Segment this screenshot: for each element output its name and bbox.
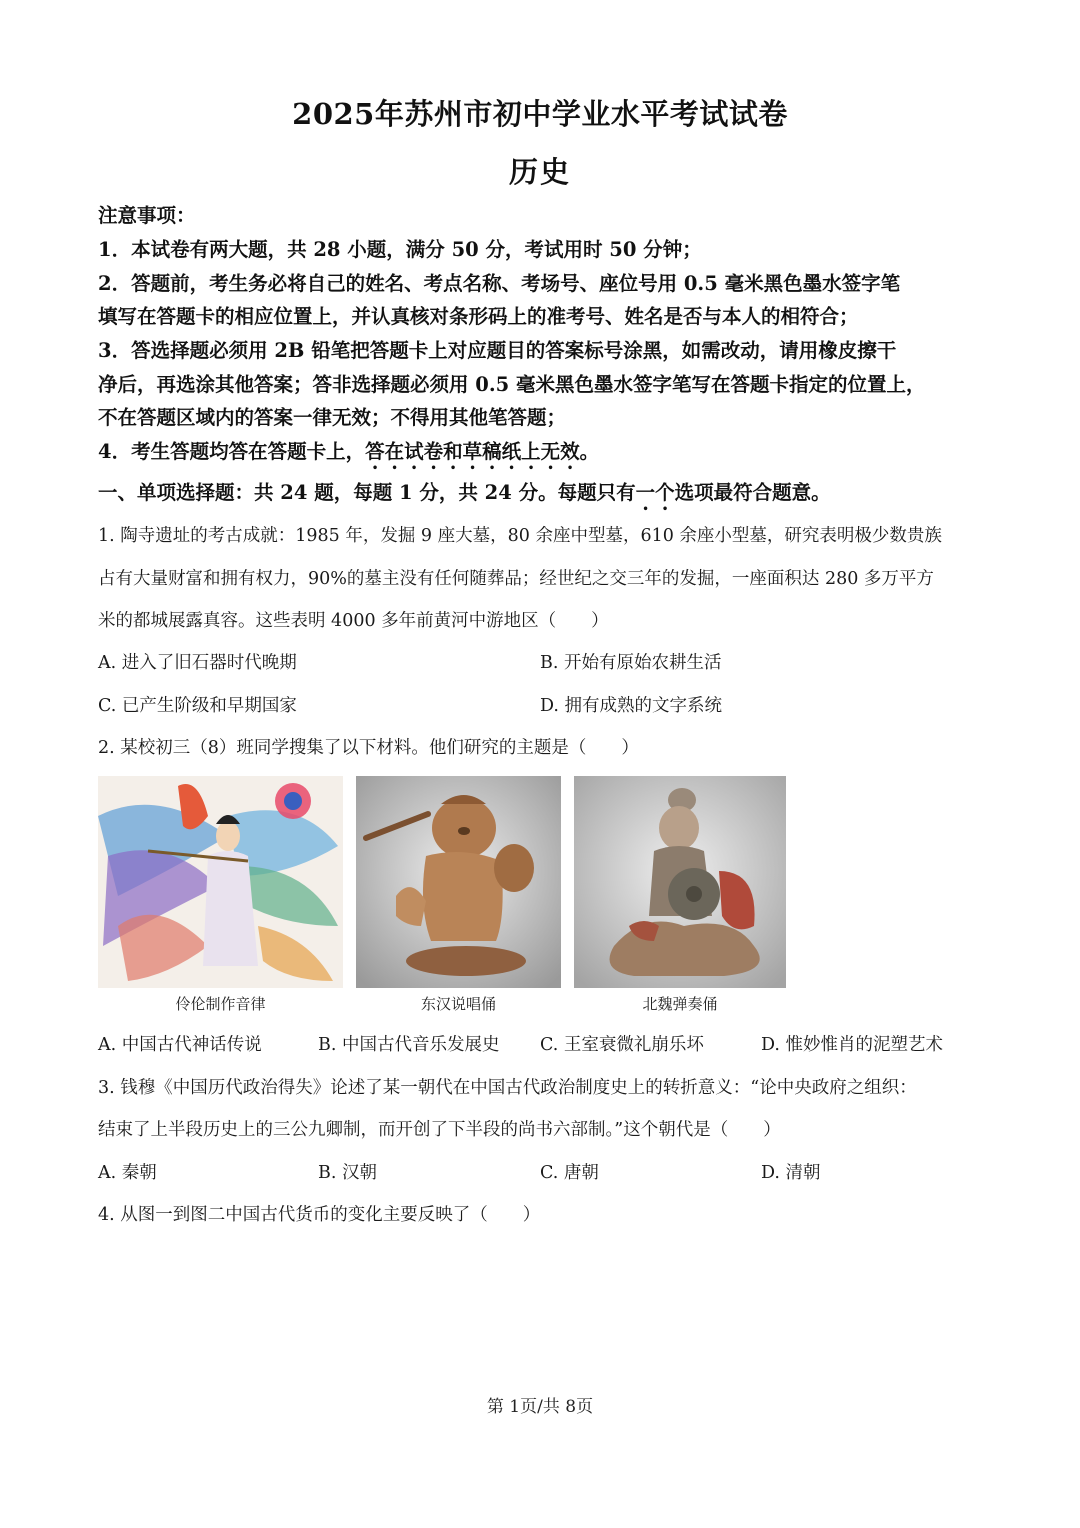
- q1-stem-line-2: 占有大量财富和拥有权力，90%的墓主没有任何随葬品；经世纪之交三年的发掘，一座面积达 280 多万平方: [98, 569, 934, 589]
- storyteller-figurine-image: [356, 776, 561, 988]
- q1-option-c: C. 已产生阶级和早期国家: [98, 696, 297, 716]
- q3-stem-line-1: 3. 钱穆《中国历代政治得失》论述了某一朝代在中国古代政治制度史上的转折意义：“论中央政府之组织：: [98, 1078, 917, 1098]
- notice-item-4-emphasis: 答在试卷和草稿纸上无效: [365, 440, 580, 463]
- page-number: 第 1页/共 8页: [486, 1397, 594, 1417]
- notice-item-4-prefix: 4．考生答题均答在答题卡上，: [98, 440, 366, 463]
- q2-option-a: A. 中国古代神话传说: [98, 1035, 262, 1055]
- q3-option-d: D. 清朝: [761, 1163, 821, 1183]
- caption-linglun: 伶伦制作音律: [175, 995, 266, 1013]
- q2-option-c: C. 王室衰微礼崩乐坏: [540, 1035, 704, 1055]
- q2-option-d: D. 惟妙惟肖的泥塑艺术: [761, 1035, 944, 1055]
- notice-heading: 注意事项：: [98, 204, 196, 227]
- notice-item-1: 1．本试卷有两大题，共 28 小题，满分 50 分，考试用时 50 分钟；: [98, 238, 702, 261]
- caption-musician: 北魏弹奏俑: [642, 995, 718, 1013]
- exam-title: 2025年苏州市初中学业水平考试试卷: [292, 97, 788, 131]
- photo-linglun-painting: [98, 776, 343, 988]
- q1-option-b: B. 开始有原始农耕生活: [540, 653, 722, 673]
- notice-item-3b: 净后，再选涂其他答案；答非选择题必须用 0.5 毫米黑色墨水签字笔写在答题卡指定的位置上，: [98, 373, 926, 396]
- q2-stem: 2. 某校初三（8）班同学搜集了以下材料。他们研究的主题是（ ）: [98, 738, 639, 758]
- exam-subject: 历史: [508, 155, 571, 189]
- section-heading-prefix: 一、单项选择题：共 24 题，每题 1 分，共 24 分。每题只有: [98, 481, 636, 504]
- musician-figurine-image: [574, 776, 786, 988]
- notice-item-4: [98, 440, 599, 474]
- notice-item-2a: 2．答题前，考生务必将自己的姓名、考点名称、考场号、座位号用 0.5 毫米黑色墨水签字笔: [98, 272, 901, 295]
- photo-musician-figurine: [574, 776, 786, 988]
- q1-option-d: D. 拥有成熟的文字系统: [540, 696, 723, 716]
- notice-item-4-suffix: 。: [579, 440, 600, 463]
- q3-option-c: C. 唐朝: [540, 1163, 599, 1183]
- photo-storyteller-figurine: [356, 776, 561, 988]
- section-heading-suffix: 选项最符合题意。: [674, 481, 831, 504]
- q2-option-b: B. 中国古代音乐发展史: [318, 1035, 500, 1055]
- caption-storyteller: 东汉说唱俑: [420, 995, 496, 1013]
- section-heading-emphasis: 一个: [635, 481, 675, 504]
- q3-option-b: B. 汉朝: [318, 1163, 377, 1183]
- q1-option-a: A. 进入了旧石器时代晚期: [98, 653, 297, 673]
- notice-item-3c: 不在答题区域内的答案一律无效；不得用其他笔答题；: [98, 406, 567, 429]
- q4-stem: 4. 从图一到图二中国古代货币的变化主要反映了（ ）: [98, 1205, 541, 1225]
- section-heading: [98, 481, 831, 515]
- linglun-illustration: [98, 776, 343, 988]
- q3-stem-line-2: 结束了上半段历史上的三公九卿制，而开创了下半段的尚书六部制。”这个朝代是（ ）: [98, 1120, 781, 1140]
- q1-stem-line-1: 1. 陶寺遗址的考古成就：1985 年，发掘 9 座大墓，80 余座中型墓，610 余座小型墓，研究表明极少数贵族: [98, 526, 942, 546]
- notice-item-3a: 3．答选择题必须用 2B 铅笔把答题卡上对应题目的答案标号涂黑，如需改动，请用橡皮擦干: [98, 339, 897, 362]
- notice-item-2b: 填写在答题卡的相应位置上，并认真核对条形码上的准考号、姓名是否与本人的相符合；: [98, 305, 859, 328]
- q3-option-a: A. 秦朝: [98, 1163, 157, 1183]
- q1-stem-line-3: 米的都城展露真容。这些表明 4000 多年前黄河中游地区（ ）: [98, 611, 609, 631]
